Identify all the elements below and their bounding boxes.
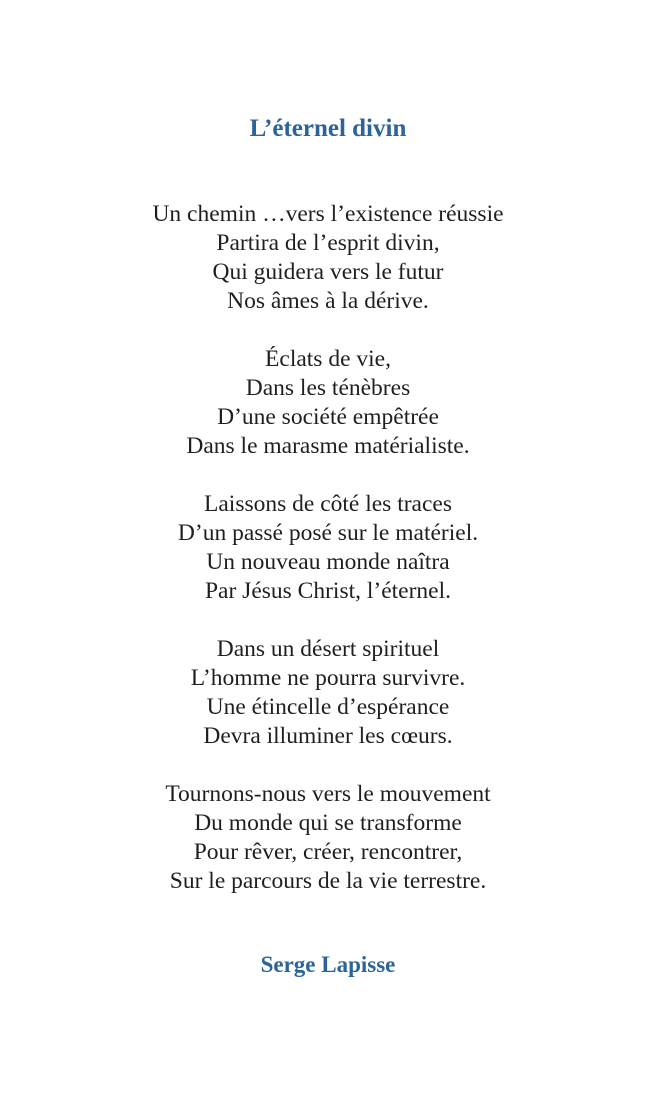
- poem-title: L’éternel divin: [249, 115, 407, 142]
- verse: Un nouveau monde naîtra: [206, 549, 450, 575]
- verse: Qui guidera vers le futur: [212, 259, 444, 285]
- verse: Dans un désert spirituel: [216, 636, 440, 662]
- stanza-1: [0, 200, 656, 316]
- stanza-4: [0, 635, 656, 751]
- verse: D’un passé posé sur le matériel.: [177, 520, 479, 546]
- verse: Sur le parcours de la vie terrestre.: [169, 868, 487, 894]
- verse: Un chemin …vers l’existence réussie: [152, 201, 504, 227]
- stanza-2: [0, 345, 656, 461]
- verse: Dans le marasme matérialiste.: [186, 433, 470, 459]
- stanza-5: [0, 780, 656, 896]
- verse: L’homme ne pourra survivre.: [190, 665, 466, 691]
- verse: Une étincelle d’espérance: [206, 694, 450, 720]
- poem-author: Serge Lapisse: [260, 952, 396, 977]
- verse: Devra illuminer les cœurs.: [203, 723, 453, 749]
- verse: Éclats de vie,: [265, 346, 391, 372]
- verse: Tournons-nous vers le mouvement: [165, 781, 491, 807]
- verse: Partira de l’esprit divin,: [216, 230, 440, 256]
- verse: Dans les ténèbres: [245, 375, 411, 401]
- poem-body: [0, 200, 656, 925]
- stanza-3: [0, 490, 656, 606]
- verse: Par Jésus Christ, l’éternel.: [204, 578, 452, 604]
- verse: Du monde qui se transforme: [194, 810, 462, 836]
- verse: Laissons de côté les traces: [204, 491, 452, 517]
- verse: D’une société empêtrée: [217, 404, 439, 430]
- verse: Pour rêver, créer, rencontrer,: [193, 839, 463, 865]
- verse: Nos âmes à la dérive.: [227, 288, 429, 314]
